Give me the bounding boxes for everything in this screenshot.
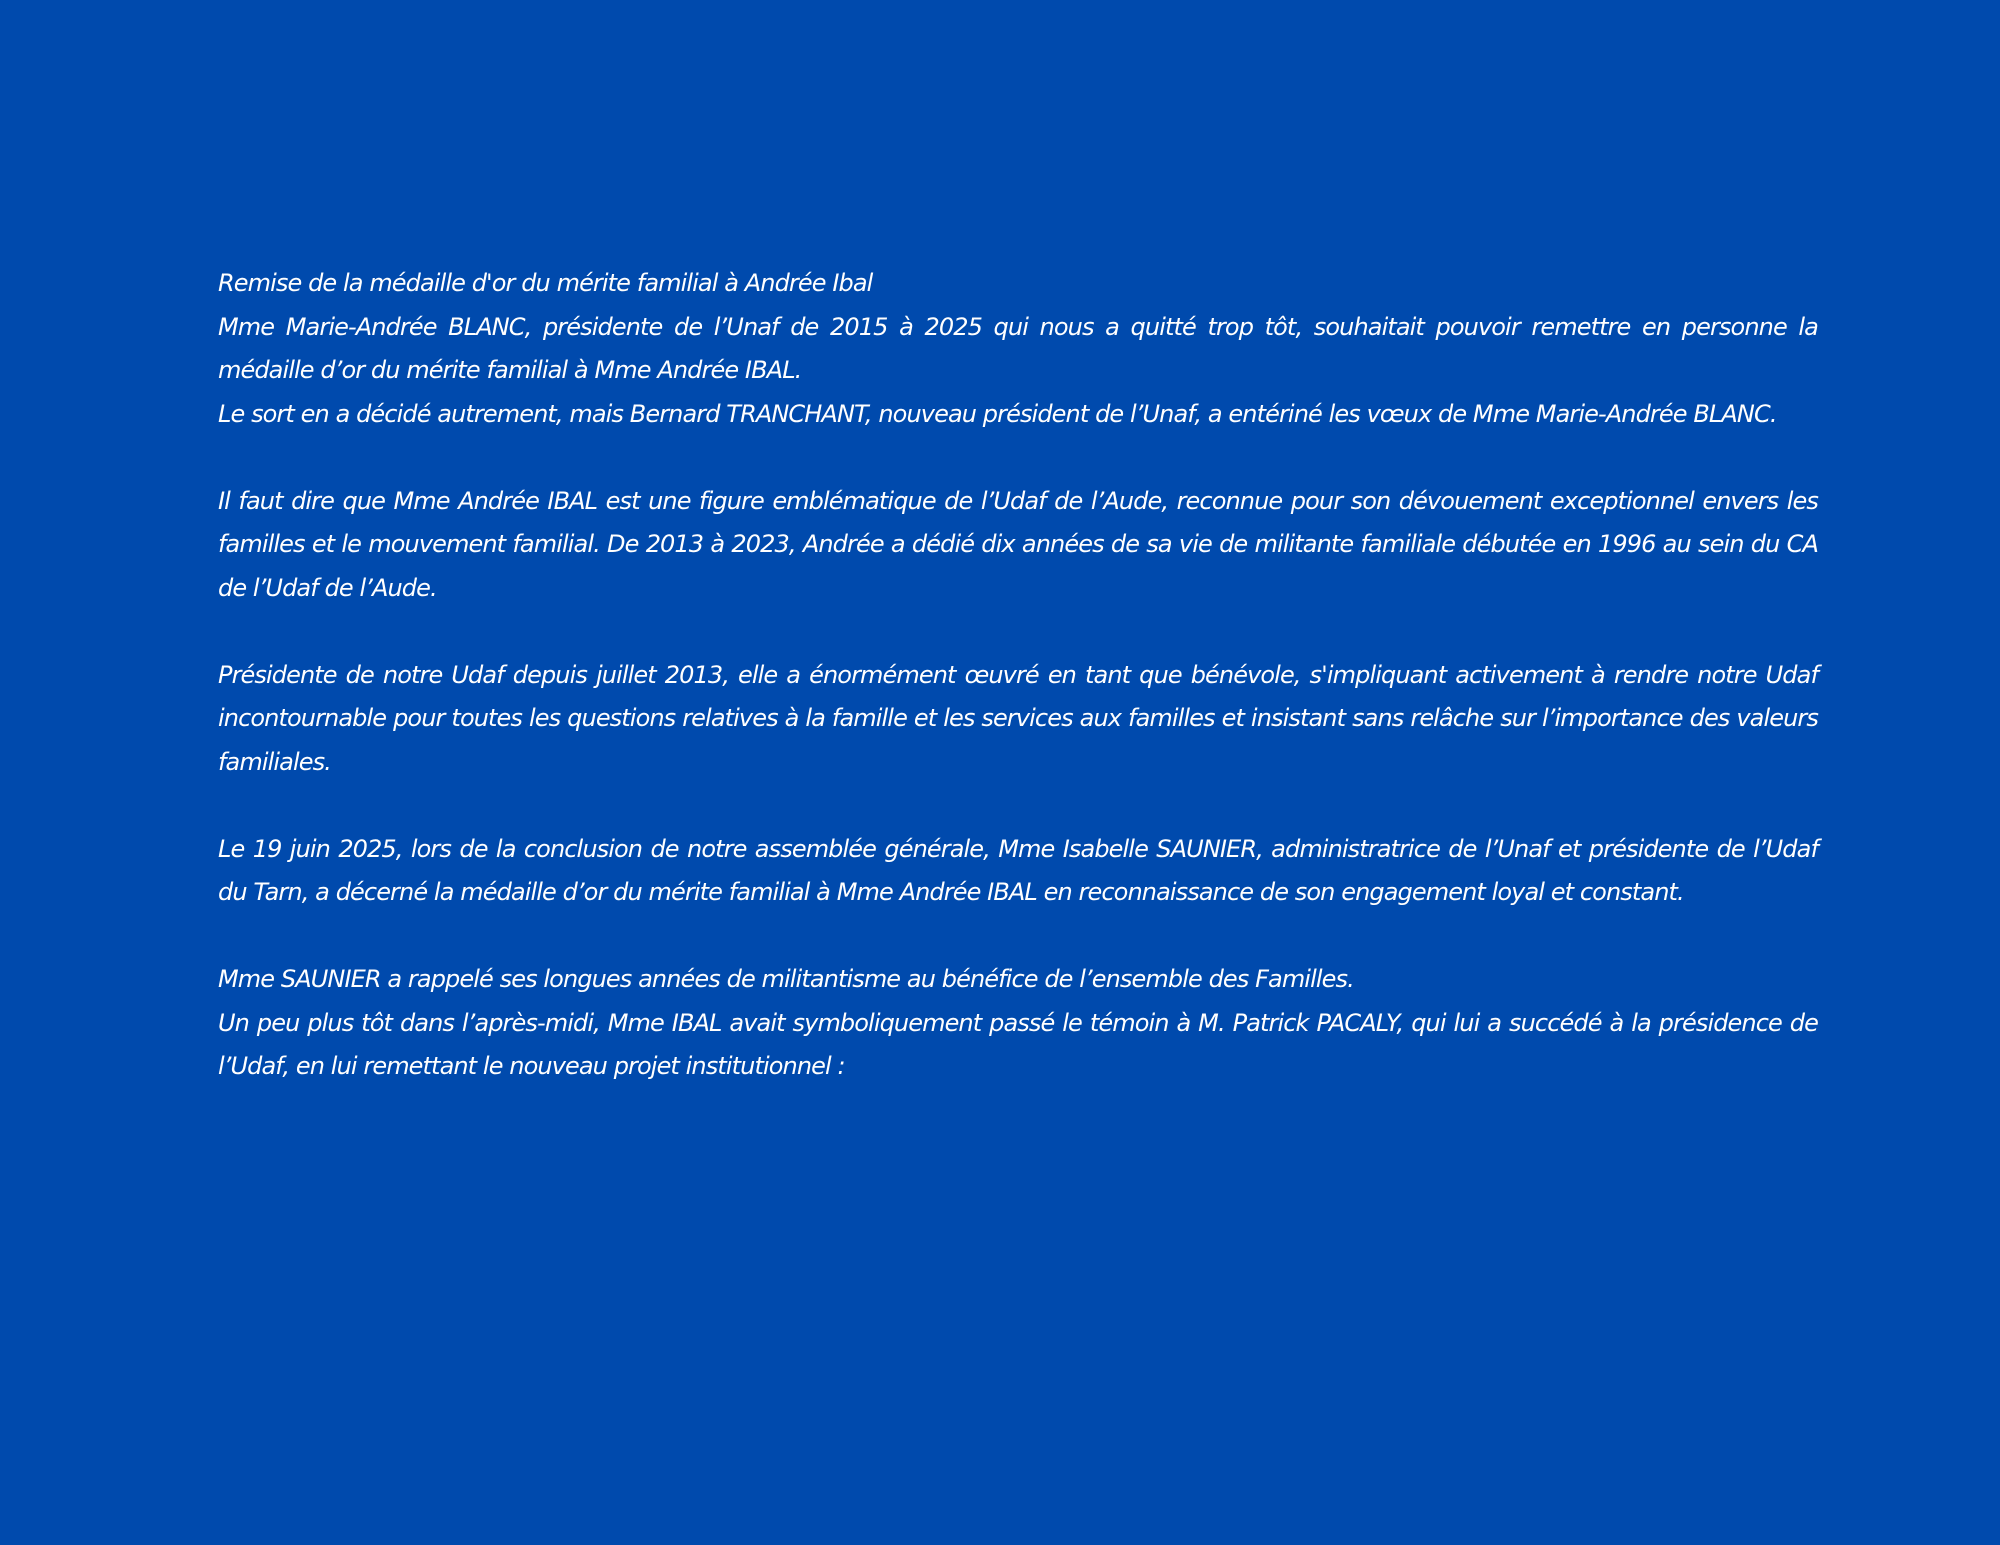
paragraph-ibal-emblematic-figure: Il faut dire que Mme Andrée IBAL est une figure emblématique de l’Udaf de l’Aude, reconnue pour son dévouement exceptionnel envers les familles et le mouvement familial. De 2013 à 2023, Andrée a dédié dix années de sa vie de militante familiale débutée en 1996 au sein du CA de l’Udaf de l’Aude.	[218, 486, 1818, 602]
paragraph-spacer	[218, 436, 1818, 480]
paragraph-medal-ceremony: Le 19 juin 2025, lors de la conclusion de notre assemblée générale, Mme Isabelle SAUNIER, administratrice de l’Unaf et présidente de l’Udaf du Tarn, a décerné la médaille d’or du mérite familial à Mme Andrée IBAL en reconnaissance de son engagement loyal et constant.	[218, 834, 1818, 906]
paragraph-spacer	[218, 784, 1818, 828]
paragraph-saunier-recall: Mme SAUNIER a rappelé ses longues années de militantisme au bénéfice de l’ensemble des Familles.	[218, 965, 1354, 993]
paragraph-pacaly-succession: Un peu plus tôt dans l’après-midi, Mme IBAL avait symboliquement passé le témoin à M. Patrick PACALY, qui lui a succédé à la présidence de l’Udaf, en lui remettant le nouveau projet institutionnel :	[218, 1008, 1818, 1080]
paragraph-blanc-wish: Mme Marie-Andrée BLANC, présidente de l’Unaf de 2015 à 2025 qui nous a quitté trop tôt, souhaitait pouvoir remettre en personne la médaille d’or du mérite familial à Mme Andrée IBAL.	[218, 312, 1818, 384]
article-title: Remise de la médaille d'or du mérite familial à Andrée Ibal	[218, 269, 873, 297]
paragraph-tranchant-decision: Le sort en a décidé autrement, mais Bernard TRANCHANT, nouveau président de l’Unaf, a entériné les vœux de Mme Marie-Andrée BLANC.	[218, 399, 1777, 428]
paragraph-ibal-presidency: Présidente de notre Udaf depuis juillet 2013, elle a énormément œuvré en tant que bénévole, s'impliquant activement à rendre notre Udaf incontournable pour toutes les questions relatives à la famille et les services aux familles et insistant sans relâche sur l’importance des valeurs familiales.	[218, 660, 1818, 776]
article-text-block	[218, 262, 1818, 1089]
paragraph-spacer	[218, 610, 1818, 654]
paragraph-spacer	[218, 915, 1818, 959]
